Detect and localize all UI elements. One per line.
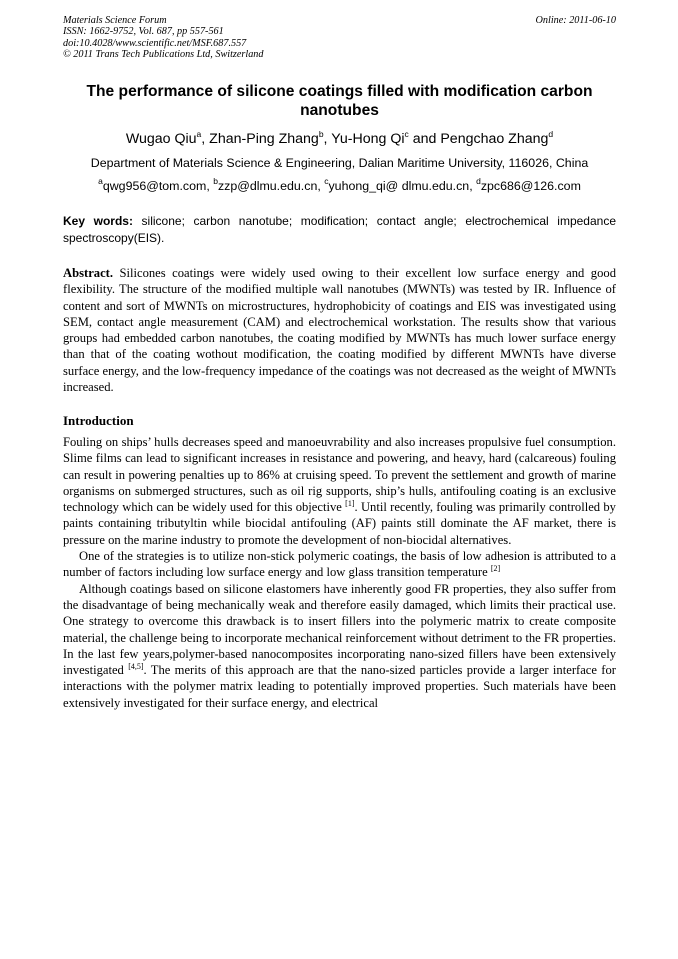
citation-ref: [4,5]: [128, 662, 144, 672]
author-4: Pengchao Zhang$^d$: [440, 129, 554, 147]
email-1: $^a$qwg956@tom.com,: [98, 176, 214, 193]
intro-paragraph-3: Although coatings based on silicone elastomers have inherently good FR properties, they also suffer from the disadvantage of being mechanically weak and therefore easily damaged, which limits their practical use. One strategy to overcome this drawback is to insert fillers into the polymeric matrix to create composite material, the challenge being to incorporate mechanical reinforcement without detriment to the FR properties. In the last few years,polymer-based nanocomposites incorporating nano-sized fillers have been extensively investigated [4,5]. The merits of this approach are that the nano-sized particles provide a larger interface for interactions with the polymer matrix leading to potentially improved properties. Such materials have been extensively investigated for their surface energy, and electrical: [63, 581, 616, 710]
introduction-heading: Introduction: [63, 413, 134, 428]
abstract-label: Abstract.: [63, 266, 114, 280]
email-4: $^d$zpc686@126.com: [476, 176, 581, 193]
email-3: $^c$yuhong_qi@ dlmu.edu.cn,: [324, 176, 477, 193]
journal-header: [63, 15, 616, 61]
keywords-text: silicone; carbon nanotube; modification; contact angle; electrochemical impedance spectroscopy(EIS).: [63, 214, 616, 245]
copyright-line: © 2011 Trans Tech Publications Ltd, Switzerland: [63, 49, 264, 61]
author-2: Zhan-Ping Zhang$^b$,: [209, 129, 332, 147]
abstract-text: Silicones coatings were widely used owing to their excellent low surface energy and good flexibility. The structure of the modified multiple wall nanotubes (MWNTs) was tested by IR. Influence of content and sort of MWNTs on microstructures, hydrophobicity of coatings and EIS was investigated using SEM, contact angle measurement (CAM) and electrochemical workstation. The results show that various groups had embedded carbon nanotubes, the coating modified by MWNTs has much lower surface energy than that of the coating wothout modification, the coating modified by different MWNTs have diverse surface energy, and the low-frequency impedance of the coatings was not decreased as the weight of MWNTs increased.: [63, 266, 616, 395]
email-2: $^b$zzp@dlmu.edu.cn,: [213, 176, 325, 193]
doi-line: doi:10.4028/www.scientific.net/MSF.687.557: [63, 37, 247, 49]
author-list: [63, 130, 616, 148]
journal-name: Materials Science Forum: [63, 15, 167, 26]
keywords: [63, 213, 616, 246]
affiliation: Department of Materials Science & Engineering, Dalian Maritime University, 116026, China: [90, 156, 589, 170]
citation-ref: [1]: [345, 499, 355, 509]
author-3: Yu-Hong Qi$^c$ and: [331, 129, 441, 147]
issn-line: ISSN: 1662-9752, Vol. 687, pp 557-561: [63, 26, 224, 38]
abstract: [63, 265, 616, 395]
intro-paragraph-1: Fouling on ships’ hulls decreases speed and manoeuvrability and also increases propulsive fuel consumption. Slime films can lead to significant increases in resistance and powering, and heavy, hard (calcareous) fouling can result in powering penalties up to 86% at cruising speed. To prevent the settlement and growth of marine organisms on submerged structures, such as oil rig supports, ship’s hulls, antifouling coating is an exclusive technology which can be widely used for this objective [1]. Until recently, fouling was primarily controlled by paints containing tributyltin while biocidal antifouling (AF) paints still dominate the AF market, there is pressure on the marine industry to promote the development of non-biocidal alternatives.: [63, 435, 616, 547]
keywords-label: Key words:: [63, 214, 133, 228]
introduction-body: [63, 434, 616, 711]
intro-paragraph-2: One of the strategies is to utilize non-stick polymeric coatings, the basis of low adhesion is attributed to a number of factors including low surface energy and low glass transition temperature [2]: [63, 549, 616, 580]
author-1: Wugao Qiu$^a$,: [125, 129, 210, 147]
email-list: [63, 176, 616, 194]
online-date: Online: 2011-06-10: [535, 15, 616, 26]
paper-title: The performance of silicone coatings filled with modification carbon nanotubes: [86, 83, 593, 119]
citation-ref: [2]: [490, 564, 501, 574]
